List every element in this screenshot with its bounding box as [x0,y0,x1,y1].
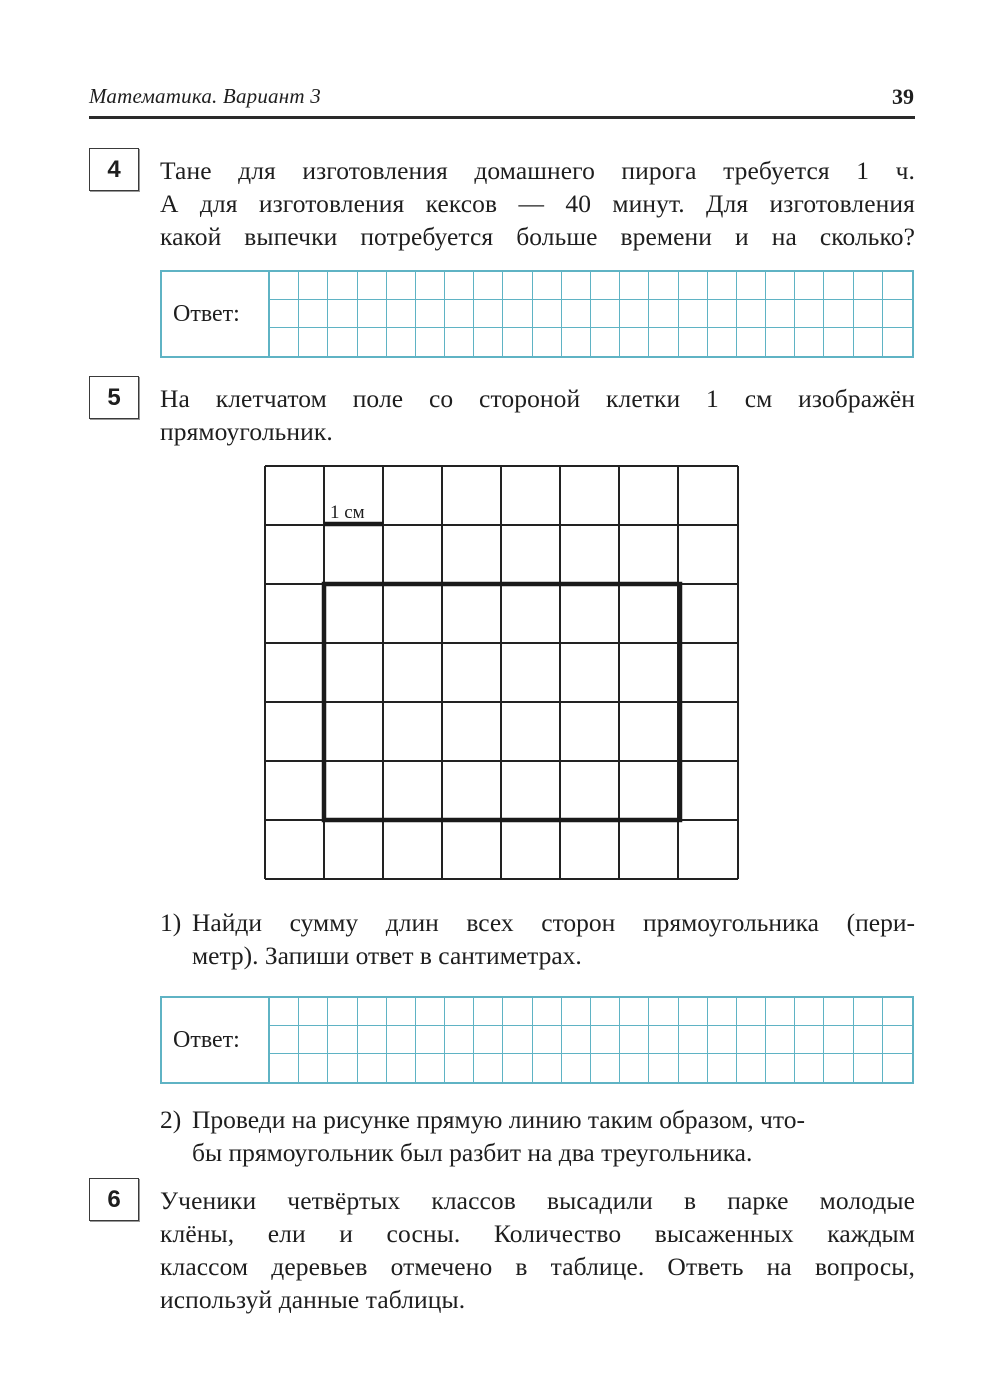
answer-cell[interactable] [270,1054,299,1082]
answer-cell[interactable] [854,1026,883,1054]
answer-cell[interactable] [270,328,299,356]
answer-cell[interactable] [328,1054,357,1082]
answer-cell[interactable] [708,1026,737,1054]
question-6-line: клёны, ели и сосны. Количество высаженных каждым [160,1219,915,1248]
answer-cell[interactable] [708,998,737,1026]
answer-cell[interactable] [591,300,620,328]
question-6-line: Ученики четвёртых классов высадили в парке молодые [160,1186,915,1215]
answer-cell[interactable] [387,1054,416,1082]
answer-cell[interactable] [824,1054,853,1082]
answer-cell[interactable] [503,1026,532,1054]
page-number: 39 [892,84,914,109]
answer-cell[interactable] [854,1054,883,1082]
answer-cell[interactable] [649,1054,678,1082]
answer-cell[interactable] [737,998,766,1026]
subquestion-1-line: метр). Запиши ответ в сантиметрах. [192,941,582,970]
answer-cell[interactable] [416,1054,445,1082]
answer-cell[interactable] [358,272,387,300]
answer-cell[interactable] [824,998,853,1026]
answer-cell[interactable] [708,272,737,300]
answer-cell[interactable] [766,1054,795,1082]
answer-cell[interactable] [328,1026,357,1054]
answer-cell[interactable] [416,272,445,300]
answer-cell[interactable] [328,328,357,356]
answer-cell[interactable] [620,272,649,300]
answer-cell[interactable] [708,300,737,328]
answer-cell[interactable] [474,328,503,356]
answer-cell[interactable] [795,300,824,328]
question-4-answer-box[interactable] [160,270,914,358]
answer-cell[interactable] [854,272,883,300]
answer-cell[interactable] [591,998,620,1026]
answer-cell[interactable] [562,272,591,300]
answer-cell[interactable] [562,1054,591,1082]
answer-cell[interactable] [503,272,532,300]
answer-cell[interactable] [270,300,299,328]
answer-cell[interactable] [358,1054,387,1082]
answer-cell[interactable] [503,328,532,356]
answer-cell[interactable] [416,1026,445,1054]
answer-cell[interactable] [387,272,416,300]
subquestion-1-answer-box[interactable] [160,996,914,1084]
answer-cell[interactable] [883,300,912,328]
answer-cell[interactable] [358,328,387,356]
answer-cell[interactable] [562,998,591,1026]
answer-cell[interactable] [562,328,591,356]
header-divider [89,116,915,119]
answer-cell[interactable] [679,1026,708,1054]
answer-cell[interactable] [737,272,766,300]
answer-cell[interactable] [737,1054,766,1082]
answer-cell[interactable] [503,1054,532,1082]
scale-label: 1 см [330,502,365,523]
answer-cell[interactable] [533,998,562,1026]
answer-cell[interactable] [503,300,532,328]
answer-cell[interactable] [387,300,416,328]
question-5-line: прямоугольник. [160,417,333,446]
answer-cell[interactable] [708,1054,737,1082]
answer-cell[interactable] [620,328,649,356]
answer-cell[interactable] [591,272,620,300]
answer-cell[interactable] [620,1026,649,1054]
answer-cell[interactable] [299,1054,328,1082]
answer-label: Ответ: [162,998,270,1082]
answer-cell[interactable] [883,328,912,356]
answer-cell[interactable] [270,998,299,1026]
answer-cell[interactable] [620,1054,649,1082]
answer-cell[interactable] [503,998,532,1026]
subquestion-2-line: бы прямоугольник был разбит на два треугольника. [192,1138,753,1167]
answer-cell[interactable] [766,328,795,356]
answer-cell[interactable] [824,328,853,356]
answer-cell[interactable] [533,272,562,300]
answer-cell[interactable] [445,1054,474,1082]
running-header-title: Математика. Вариант 3 [89,84,321,108]
answer-cell[interactable] [299,300,328,328]
answer-cell[interactable] [299,998,328,1026]
answer-cell[interactable] [416,998,445,1026]
answer-cell[interactable] [679,998,708,1026]
answer-cell[interactable] [649,272,678,300]
answer-grid-cells[interactable] [270,998,912,1082]
answer-cell[interactable] [474,1026,503,1054]
answer-cell[interactable] [533,328,562,356]
answer-cell[interactable] [766,300,795,328]
answer-cell[interactable] [883,1026,912,1054]
question-4-text [160,154,915,253]
answer-cell[interactable] [766,272,795,300]
answer-cell[interactable] [533,300,562,328]
answer-cell[interactable] [474,998,503,1026]
answer-cell[interactable] [854,998,883,1026]
answer-cell[interactable] [387,998,416,1026]
answer-cell[interactable] [562,300,591,328]
answer-cell[interactable] [737,328,766,356]
answer-cell[interactable] [474,1054,503,1082]
answer-cell[interactable] [824,1026,853,1054]
subquestion-2 [160,1103,915,1169]
answer-cell[interactable] [416,328,445,356]
subquestion-1 [160,906,915,972]
answer-cell[interactable] [328,272,357,300]
question-6-line: используй данные таблицы. [160,1285,466,1314]
answer-cell[interactable] [679,300,708,328]
answer-cell[interactable] [766,998,795,1026]
answer-cell[interactable] [562,1026,591,1054]
answer-cell[interactable] [387,1026,416,1054]
answer-cell[interactable] [445,300,474,328]
answer-cell[interactable] [649,1026,678,1054]
answer-cell[interactable] [445,998,474,1026]
question-5-line: На клетчатом поле со стороной клетки 1 см изображён [160,384,915,413]
answer-cell[interactable] [591,1026,620,1054]
answer-cell[interactable] [795,272,824,300]
grid-figure[interactable] [262,463,742,883]
answer-cell[interactable] [824,300,853,328]
answer-cell[interactable] [883,272,912,300]
question-4-line: А для изготовления кексов — 40 минут. Для изготовления [160,189,915,218]
answer-cell[interactable] [591,1054,620,1082]
answer-cell[interactable] [737,1026,766,1054]
answer-cell[interactable] [533,1026,562,1054]
answer-cell[interactable] [387,328,416,356]
answer-cell[interactable] [299,328,328,356]
answer-cell[interactable] [270,272,299,300]
question-number-5: 5 [89,376,139,419]
answer-cell[interactable] [708,328,737,356]
answer-cell[interactable] [795,1026,824,1054]
answer-cell[interactable] [358,300,387,328]
question-6-line: классом деревьев отмечено в таблице. Ответь на вопросы, [160,1252,915,1281]
answer-cell[interactable] [445,1026,474,1054]
answer-cell[interactable] [445,328,474,356]
answer-cell[interactable] [795,998,824,1026]
question-6-text [160,1184,915,1316]
answer-cell[interactable] [299,1026,328,1054]
answer-cell[interactable] [358,998,387,1026]
answer-cell[interactable] [299,272,328,300]
subquestion-number: 1) [160,908,182,937]
answer-cell[interactable] [649,998,678,1026]
subquestion-1-line: Найди сумму длин всех сторон прямоугольника (пери- [192,908,915,937]
answer-cell[interactable] [883,1054,912,1082]
answer-cell[interactable] [854,300,883,328]
answer-cell[interactable] [795,328,824,356]
answer-cell[interactable] [679,1054,708,1082]
answer-cell[interactable] [533,1054,562,1082]
answer-cell[interactable] [328,300,357,328]
answer-cell[interactable] [766,1026,795,1054]
question-number-6: 6 [89,1178,139,1221]
answer-cell[interactable] [649,328,678,356]
answer-cell[interactable] [795,1054,824,1082]
answer-cell[interactable] [824,272,853,300]
answer-cell[interactable] [591,328,620,356]
grid-lines [265,466,738,879]
subquestion-2-line: Проведи на рисунке прямую линию таким образом, что- [192,1105,805,1134]
answer-cell[interactable] [679,328,708,356]
answer-cell[interactable] [416,300,445,328]
question-4-line: какой выпечки потребуется больше времени и на сколько? [160,222,915,251]
question-4-line: Тане для изготовления домашнего пирога требуется 1 ч. [160,156,915,185]
answer-cell[interactable] [445,272,474,300]
answer-cell[interactable] [328,998,357,1026]
answer-cell[interactable] [474,300,503,328]
answer-cell[interactable] [270,1026,299,1054]
answer-cell[interactable] [737,300,766,328]
answer-cell[interactable] [854,328,883,356]
question-5-text [160,382,915,448]
answer-cell[interactable] [474,272,503,300]
answer-cell[interactable] [649,300,678,328]
answer-grid-cells[interactable] [270,272,912,356]
answer-cell[interactable] [358,1026,387,1054]
answer-cell[interactable] [679,272,708,300]
answer-cell[interactable] [883,998,912,1026]
subquestion-number: 2) [160,1105,182,1134]
answer-label: Ответ: [162,272,270,356]
answer-cell[interactable] [620,998,649,1026]
question-number-4: 4 [89,148,139,191]
answer-cell[interactable] [620,300,649,328]
